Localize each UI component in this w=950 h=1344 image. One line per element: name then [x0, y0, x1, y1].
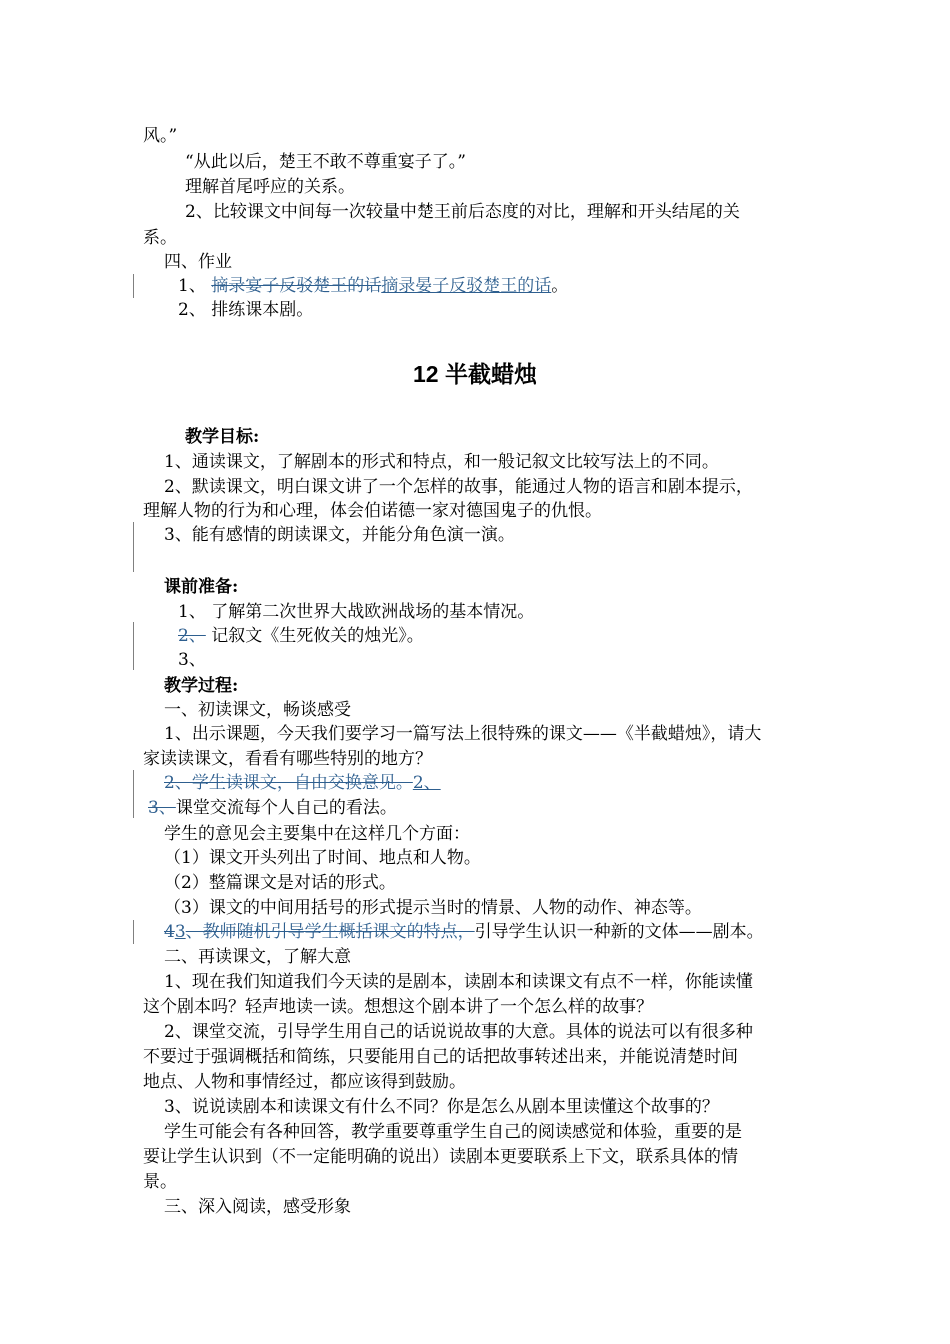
deleted-text: 、教师随机引导学生概括课文的特点，: [185, 922, 475, 942]
text-line: 1、现在我们知道我们今天读的是剧本，读剧本和读课文有点不一样，你能读懂: [164, 972, 753, 992]
text-line: 3、说说读剧本和读课文有什么不同？你是怎么从剧本里读懂这个故事的？: [164, 1097, 719, 1117]
text-line: 2、课堂交流，引导学生用自己的话说说故事的大意。具体的说法可以有很多种: [164, 1022, 753, 1042]
section-heading: 课前准备:: [164, 577, 239, 597]
text-line: 风。”: [143, 126, 178, 146]
text-line: 学生可能会有各种回答，教学重要尊重学生自己的阅读感觉和体验，重要的是: [164, 1122, 742, 1142]
inserted-text: 2、: [412, 773, 441, 793]
change-bar: [133, 274, 134, 298]
inserted-text: 摘录晏子反驳楚王的话: [381, 276, 552, 296]
change-bar: [133, 920, 134, 944]
deleted-text: 4: [164, 922, 175, 942]
text-line: 景。: [143, 1172, 177, 1192]
text-line: 1、通读课文，了解剧本的形式和特点，和一般记叙文比较写法上的不同。: [164, 452, 719, 472]
section-heading: 二、再读课文，了解大意: [164, 947, 351, 967]
deleted-text: 2、学生读课文，自由交换意见。: [164, 773, 413, 793]
text-line: 理解人物的行为和心理，体会伯诺德一家对德国鬼子的仇恨。: [143, 501, 602, 521]
text-line: （3）课文的中间用括号的形式提示当时的情景、人物的动作、神态等。: [164, 898, 702, 918]
section-heading: 一、初读课文，畅谈感受: [164, 700, 351, 720]
text-line: （1）课文开头列出了时间、地点和人物。: [164, 848, 481, 868]
section-heading: 三、深入阅读，感受形象: [164, 1197, 351, 1217]
text-line: [164, 920, 764, 944]
section-heading: 教学目标:: [185, 427, 260, 447]
text-line: 1、 了解第二次世界大战欧洲战场的基本情况。: [178, 602, 535, 622]
text-line: 学生的意见会主要集中在这样几个方面：: [164, 824, 470, 844]
text-line: 理解首尾呼应的关系。: [185, 177, 355, 197]
text-line: （2）整篇课文是对话的形式。: [164, 873, 396, 893]
text-line: [178, 624, 424, 648]
text-line: 家读读课文，看看有哪些特别的地方？: [143, 749, 432, 769]
text-fragment: 课堂交流每个人自己的看法。: [175, 798, 397, 818]
homework-item-1: [178, 274, 568, 298]
section-heading: 四、作业: [164, 252, 232, 272]
text-line: 1、出示课题，今天我们要学习一篇写法上很特殊的课文——《半截蜡烛》，请大: [164, 724, 762, 744]
text-line: 2、默读课文，明白课文讲了一个怎样的故事，能通过人物的语言和剧本提示，: [164, 477, 753, 497]
text-line: 地点、人物和事情经过，都应该得到鼓励。: [143, 1072, 466, 1092]
item-number: 1、: [178, 276, 206, 296]
page-title: 12 半截蜡烛: [413, 361, 537, 387]
section-heading: 教学过程:: [164, 676, 239, 696]
change-bar: [133, 622, 134, 670]
deleted-text: 2、: [178, 626, 206, 646]
text-fragment: 。: [551, 276, 569, 296]
text-line: 3、能有感情的朗读课文，并能分角色演一演。: [164, 525, 515, 545]
text-line: 不要过于强调概括和简练，只要能用自己的话把故事转述出来，并能说清楚时间: [143, 1047, 738, 1067]
text-line: “从此以后，楚王不敢不尊重宴子了。”: [185, 152, 466, 172]
text-line: [164, 771, 441, 795]
homework-item-2: 2、 排练课本剧。: [178, 300, 314, 320]
deleted-text: 3、: [148, 798, 176, 818]
text-line: 3、: [178, 650, 206, 670]
change-bar: [133, 522, 134, 572]
change-bar: [133, 770, 134, 818]
text-line: 要让学生认识到（不一定能明确的说出）读剧本更要联系上下文，联系具体的情: [143, 1147, 738, 1167]
deleted-text: 摘录宴子反驳楚王的话: [211, 276, 382, 296]
text-fragment: 引导学生认识一种新的文体——剧本。: [474, 922, 764, 942]
text-line: 2、比较课文中间每一次较量中楚王前后态度的对比，理解和开头结尾的关: [185, 202, 740, 222]
text-line: 这个剧本吗？轻声地读一读。想想这个剧本讲了一个怎么样的故事？: [143, 997, 653, 1017]
text-line: 系。: [143, 228, 177, 248]
inserted-text: 3: [174, 922, 186, 942]
text-line: [148, 796, 397, 820]
text-fragment: 记叙文《生死攸关的烛光》。: [205, 626, 424, 646]
